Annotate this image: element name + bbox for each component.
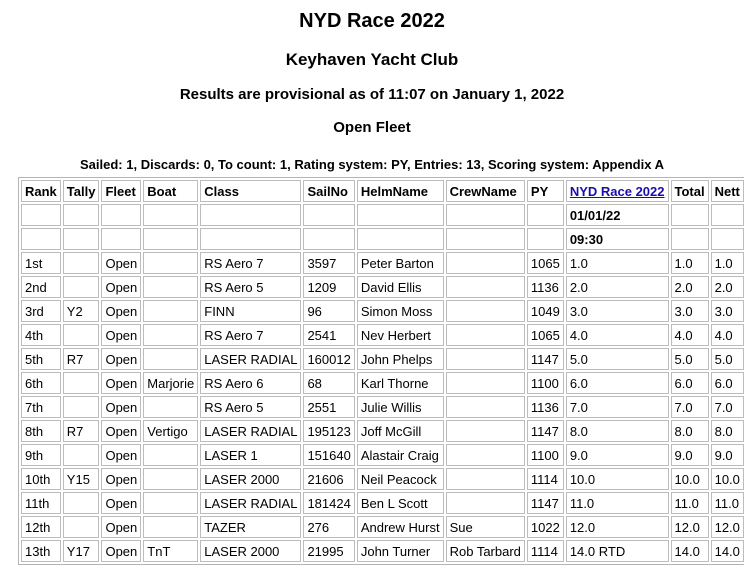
col-boat: Boat [143, 180, 198, 202]
cell-sailno: 195123 [303, 420, 354, 442]
cell-fleet: Open [101, 276, 141, 298]
cell-helm: Peter Barton [357, 252, 444, 274]
cell-fleet: Open [101, 396, 141, 418]
cell-py: 1147 [527, 420, 564, 442]
cell-class: LASER 1 [200, 444, 301, 466]
cell-nett: 5.0 [711, 348, 744, 370]
cell-crew [446, 396, 525, 418]
cell-helm: Karl Thorne [357, 372, 444, 394]
cell-nett: 12.0 [711, 516, 744, 538]
cell-sailno: 21606 [303, 468, 354, 490]
cell-race: 2.0 [566, 276, 669, 298]
cell-py: 1114 [527, 540, 564, 562]
cell-crew: Sue [446, 516, 525, 538]
cell-nett: 9.0 [711, 444, 744, 466]
cell-boat [143, 324, 198, 346]
cell-tally [63, 276, 100, 298]
col-tally: Tally [63, 180, 100, 202]
cell-total: 8.0 [671, 420, 709, 442]
table-row [21, 372, 744, 394]
cell-sailno: 2541 [303, 324, 354, 346]
cell-py: 1022 [527, 516, 564, 538]
cell-nett: 3.0 [711, 300, 744, 322]
cell-rank: 1st [21, 252, 61, 274]
cell-fleet: Open [101, 444, 141, 466]
col-race [566, 180, 669, 202]
table-row [21, 444, 744, 466]
cell-rank: 10th [21, 468, 61, 490]
cell-race: 4.0 [566, 324, 669, 346]
provisional-notice: Results are provisional as of 11:07 on January 1, 2022 [179, 86, 565, 103]
cell-boat [143, 300, 198, 322]
cell-rank: 2nd [21, 276, 61, 298]
cell-crew [446, 252, 525, 274]
cell-total: 4.0 [671, 324, 709, 346]
cell-class: RS Aero 5 [200, 396, 301, 418]
table-row [21, 348, 744, 370]
cell-total: 10.0 [671, 468, 709, 490]
cell-sailno: 276 [303, 516, 354, 538]
cell-helm: Neil Peacock [357, 468, 444, 490]
cell-rank: 13th [21, 540, 61, 562]
cell-fleet: Open [101, 540, 141, 562]
cell-sailno: 68 [303, 372, 354, 394]
col-crewname: CrewName [446, 180, 525, 202]
cell-boat [143, 444, 198, 466]
table-row [21, 492, 744, 514]
header-row [21, 180, 744, 202]
cell-tally [63, 444, 100, 466]
cell-tally [63, 324, 100, 346]
cell-crew: Rob Tarbard [446, 540, 525, 562]
cell-fleet: Open [101, 348, 141, 370]
cell-nett: 7.0 [711, 396, 744, 418]
cell-rank: 3rd [21, 300, 61, 322]
cell-nett: 8.0 [711, 420, 744, 442]
cell-helm: John Turner [357, 540, 444, 562]
cell-total: 12.0 [671, 516, 709, 538]
cell-fleet: Open [101, 324, 141, 346]
cell-rank: 5th [21, 348, 61, 370]
cell-class: RS Aero 5 [200, 276, 301, 298]
col-helmname: HelmName [357, 180, 444, 202]
cell-sailno: 21995 [303, 540, 354, 562]
cell-race: 10.0 [566, 468, 669, 490]
cell-boat: Marjorie [143, 372, 198, 394]
cell-crew [446, 324, 525, 346]
cell-crew [446, 276, 525, 298]
cell-crew [446, 468, 525, 490]
cell-race: 7.0 [566, 396, 669, 418]
cell-py: 1114 [527, 468, 564, 490]
cell-race: 5.0 [566, 348, 669, 370]
cell-helm: Simon Moss [357, 300, 444, 322]
cell-helm: Joff McGill [357, 420, 444, 442]
cell-class: LASER 2000 [200, 468, 301, 490]
cell-total: 5.0 [671, 348, 709, 370]
cell-helm: John Phelps [357, 348, 444, 370]
cell-boat [143, 396, 198, 418]
cell-crew [446, 300, 525, 322]
cell-tally: R7 [63, 348, 100, 370]
table-row [21, 396, 744, 418]
cell-rank: 8th [21, 420, 61, 442]
cell-nett: 11.0 [711, 492, 744, 514]
cell-total: 9.0 [671, 444, 709, 466]
cell-py: 1136 [527, 396, 564, 418]
table-row [21, 468, 744, 490]
cell-helm: David Ellis [357, 276, 444, 298]
results-table [18, 177, 744, 565]
cell-class: LASER RADIAL [200, 492, 301, 514]
table-row [21, 420, 744, 442]
cell-tally [63, 516, 100, 538]
event-title: NYD Race 2022 [299, 10, 445, 32]
cell-race: 9.0 [566, 444, 669, 466]
cell-nett: 6.0 [711, 372, 744, 394]
cell-crew [446, 492, 525, 514]
cell-boat: TnT [143, 540, 198, 562]
col-sailno: SailNo [303, 180, 354, 202]
cell-total: 3.0 [671, 300, 709, 322]
cell-py: 1049 [527, 300, 564, 322]
cell-py: 1147 [527, 348, 564, 370]
table-row [21, 276, 744, 298]
col-fleet: Fleet [101, 180, 141, 202]
cell-race: 14.0 RTD [566, 540, 669, 562]
cell-crew [446, 420, 525, 442]
cell-fleet: Open [101, 492, 141, 514]
club-name: Keyhaven Yacht Club [285, 50, 459, 69]
cell-boat [143, 252, 198, 274]
col-total: Total [671, 180, 709, 202]
cell-helm: Julie Willis [357, 396, 444, 418]
cell-class: FINN [200, 300, 301, 322]
cell-fleet: Open [101, 420, 141, 442]
cell-race: 8.0 [566, 420, 669, 442]
table-row [21, 300, 744, 322]
cell-nett: 10.0 [711, 468, 744, 490]
table-row [21, 252, 744, 274]
cell-tally [63, 252, 100, 274]
series-summary: Sailed: 1, Discards: 0, To count: 1, Rating system: PY, Entries: 13, Scoring system: Appendix A [80, 157, 664, 172]
cell-rank: 12th [21, 516, 61, 538]
cell-boat [143, 348, 198, 370]
race-time: 09:30 [566, 228, 669, 250]
cell-helm: Alastair Craig [357, 444, 444, 466]
cell-fleet: Open [101, 372, 141, 394]
cell-total: 2.0 [671, 276, 709, 298]
cell-crew [446, 348, 525, 370]
cell-race: 11.0 [566, 492, 669, 514]
table-row [21, 324, 744, 346]
cell-race: 6.0 [566, 372, 669, 394]
cell-fleet: Open [101, 516, 141, 538]
cell-py: 1147 [527, 492, 564, 514]
cell-sailno: 1209 [303, 276, 354, 298]
cell-class: LASER RADIAL [200, 348, 301, 370]
cell-sailno: 181424 [303, 492, 354, 514]
cell-class: TAZER [200, 516, 301, 538]
cell-class: LASER RADIAL [200, 420, 301, 442]
cell-class: LASER 2000 [200, 540, 301, 562]
cell-tally: Y17 [63, 540, 100, 562]
cell-rank: 9th [21, 444, 61, 466]
cell-race: 12.0 [566, 516, 669, 538]
cell-nett: 2.0 [711, 276, 744, 298]
cell-boat [143, 492, 198, 514]
table-row [21, 516, 744, 538]
cell-tally [63, 396, 100, 418]
cell-class: RS Aero 7 [200, 324, 301, 346]
cell-py: 1100 [527, 444, 564, 466]
col-rank: Rank [21, 180, 61, 202]
cell-py: 1136 [527, 276, 564, 298]
cell-rank: 6th [21, 372, 61, 394]
cell-rank: 11th [21, 492, 61, 514]
race-link[interactable]: NYD Race 2022 [569, 183, 665, 199]
cell-class: RS Aero 6 [200, 372, 301, 394]
cell-py: 1100 [527, 372, 564, 394]
cell-crew [446, 444, 525, 466]
cell-class: RS Aero 7 [200, 252, 301, 274]
cell-total: 7.0 [671, 396, 709, 418]
cell-tally: Y2 [63, 300, 100, 322]
cell-boat [143, 468, 198, 490]
cell-boat [143, 276, 198, 298]
cell-tally [63, 492, 100, 514]
col-py: PY [527, 180, 564, 202]
cell-race: 3.0 [566, 300, 669, 322]
race-date: 01/01/22 [566, 204, 669, 226]
cell-nett: 14.0 [711, 540, 744, 562]
fleet-title: Open Fleet [333, 119, 411, 136]
cell-nett: 1.0 [711, 252, 744, 274]
cell-rank: 4th [21, 324, 61, 346]
race-time-row [21, 228, 744, 250]
cell-helm: Nev Herbert [357, 324, 444, 346]
cell-sailno: 151640 [303, 444, 354, 466]
cell-py: 1065 [527, 324, 564, 346]
cell-fleet: Open [101, 252, 141, 274]
cell-nett: 4.0 [711, 324, 744, 346]
cell-sailno: 3597 [303, 252, 354, 274]
cell-rank: 7th [21, 396, 61, 418]
cell-tally [63, 372, 100, 394]
cell-sailno: 96 [303, 300, 354, 322]
cell-helm: Ben L Scott [357, 492, 444, 514]
cell-total: 11.0 [671, 492, 709, 514]
cell-fleet: Open [101, 300, 141, 322]
col-class: Class [200, 180, 301, 202]
col-nett: Nett [711, 180, 744, 202]
cell-helm: Andrew Hurst [357, 516, 444, 538]
cell-sailno: 160012 [303, 348, 354, 370]
cell-total: 1.0 [671, 252, 709, 274]
cell-py: 1065 [527, 252, 564, 274]
cell-total: 6.0 [671, 372, 709, 394]
cell-crew [446, 372, 525, 394]
race-date-row [21, 204, 744, 226]
cell-boat [143, 516, 198, 538]
cell-fleet: Open [101, 468, 141, 490]
cell-race: 1.0 [566, 252, 669, 274]
cell-tally: R7 [63, 420, 100, 442]
cell-sailno: 2551 [303, 396, 354, 418]
cell-total: 14.0 [671, 540, 709, 562]
cell-boat: Vertigo [143, 420, 198, 442]
cell-tally: Y15 [63, 468, 100, 490]
